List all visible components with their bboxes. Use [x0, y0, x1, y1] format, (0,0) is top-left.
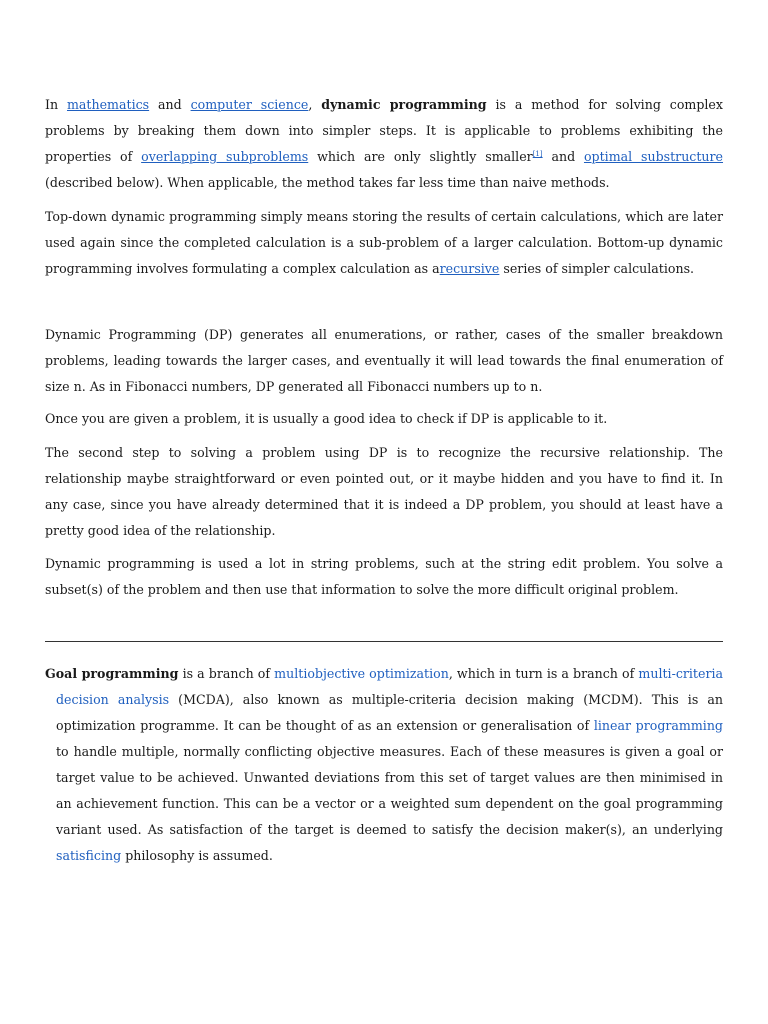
term-dynamic-programming: dynamic programming	[321, 97, 487, 112]
citation-link[interactable]: [1]	[532, 149, 543, 158]
link-linear-programming[interactable]: linear programming	[593, 718, 723, 733]
paragraph-string-problems: Dynamic programming is used a lot in string problems, such at the string edit problem. You solve a subset(s) of the problem and then use that information to solve the more difficult original problem.	[45, 556, 723, 597]
text: , which in turn is a branch of	[448, 666, 639, 681]
text: to handle multiple, normally conflicting objective measures. Each of these measures is given a goal or target value to be achieved. Unwanted deviations from this set of target values are then minimised in an achievement function. This can be a vector or a weighted sum dependent on the goal programming variant used. As satisfaction of the target is deemed to satisfy the decision maker(s), an underlying	[56, 744, 723, 837]
text: and	[542, 149, 584, 164]
text: which are only slightly smaller	[308, 149, 533, 164]
text: ,	[308, 97, 322, 112]
link-mcda[interactable]: multi-criteria decision analysis	[56, 666, 724, 707]
link-mathematics[interactable]: mathematics	[66, 97, 150, 112]
text: Top-down dynamic programming simply means storing the results of certain calculations, which are later used again since the completed calculation is a sub-problem of a larger calculation. Bottom-up dynamic programming involves formulating a complex calculation as a	[45, 209, 723, 276]
paragraph-check-dp: Once you are given a problem, it is usually a good idea to check if DP is applicable to it.	[45, 411, 608, 426]
link-multiobjective-optimization[interactable]: multiobjective optimization	[274, 666, 449, 681]
text: (MCDA), also known as multiple-criteria decision making (MCDM). This is an optimization programme. It can be thought of as an extension or generalisation of	[56, 692, 723, 733]
text: series of simpler calculations.	[499, 261, 695, 276]
text: and	[149, 97, 191, 112]
horizontal-divider	[45, 641, 723, 642]
link-optimal-substructure[interactable]: optimal substructure	[583, 149, 724, 164]
link-computer-science[interactable]: computer science	[190, 97, 309, 112]
text: is a branch of	[178, 666, 275, 681]
link-satisficing[interactable]: satisficing	[56, 848, 122, 863]
link-overlapping-subproblems[interactable]: overlapping subproblems	[141, 149, 309, 164]
paragraph-second-step: The second step to solving a problem using DP is to recognize the recursive relationship. The relationship maybe straightforward or even pointed out, or it maybe hidden and you have to find it. In any case, since you have already determined that it is indeed a DP problem, you should at least have a pretty good idea of the relationship.	[45, 445, 723, 538]
text: philosophy is assumed.	[121, 848, 273, 863]
paragraph-dp-enumerations: Dynamic Programming (DP) generates all enumerations, or rather, cases of the smaller breakdown problems, leading towards the larger cases, and eventually it will lead towards the final enumeration of size n. As in Fibonacci numbers, DP generated all Fibonacci numbers up to n.	[45, 327, 723, 394]
paragraph-top-down	[45, 204, 723, 282]
text: (described below). When applicable, the method takes far less time than naive methods.	[45, 175, 610, 190]
paragraph-dynamic-programming-intro	[45, 92, 723, 196]
paragraph-goal-programming	[45, 661, 723, 869]
text: In	[45, 97, 67, 112]
link-recursive[interactable]: recursive	[439, 261, 500, 276]
text: is a method for solving complex problems by breaking them down into simpler steps. It is applicable to problems exhibiting the properties of	[45, 97, 723, 164]
term-goal-programming: Goal programming	[45, 666, 179, 681]
